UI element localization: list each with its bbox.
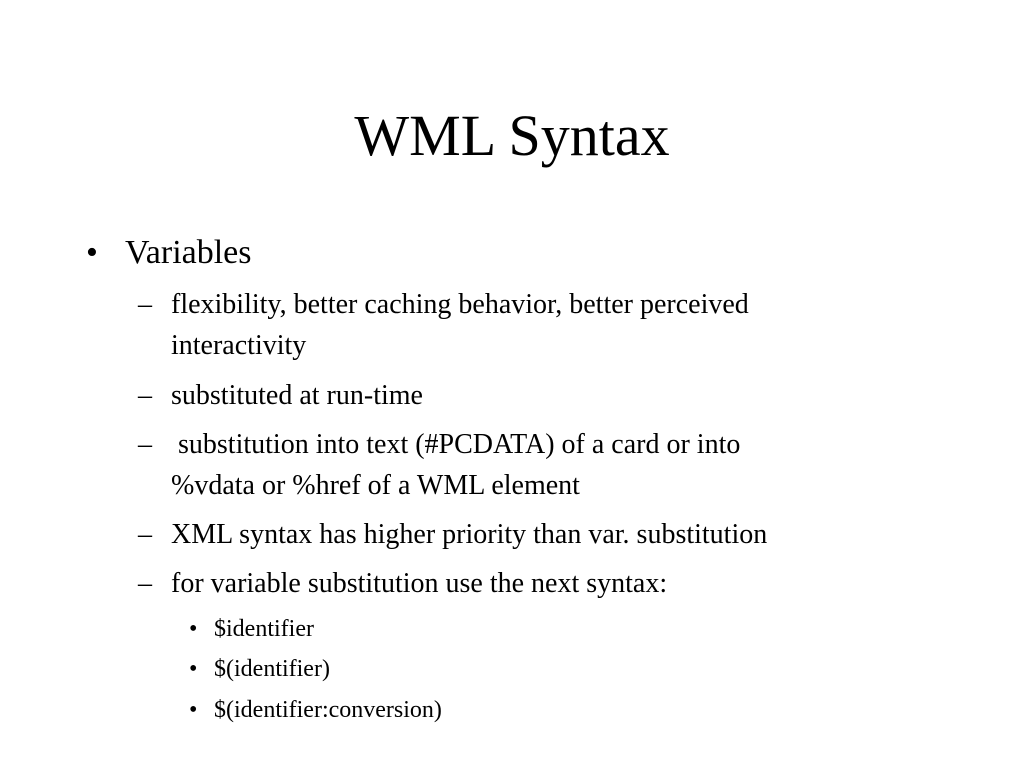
sub-bullet-text: %vdata or %href of a WML element <box>171 470 580 501</box>
bullet-text: Variables <box>125 234 252 271</box>
sub-bullet-text: XML syntax has higher priority than var. substitution <box>171 519 768 550</box>
small-bullet-dot-icon: • <box>189 697 198 723</box>
small-bullet-dot-icon: • <box>189 616 198 642</box>
dash-bullet-icon: – <box>138 568 152 599</box>
sub-bullet-text: substitution into text (#PCDATA) of a card or into <box>171 429 741 460</box>
small-bullet-dot-icon: • <box>189 656 198 682</box>
sub-sub-bullet-text: $(identifier) <box>214 656 330 682</box>
slide-title: WML Syntax <box>354 103 670 168</box>
dash-bullet-icon: – <box>138 289 152 320</box>
dash-bullet-icon: – <box>138 519 152 550</box>
sub-bullet-text: substituted at run-time <box>171 380 423 411</box>
sub-bullet-text: for variable substitution use the next syntax: <box>171 568 668 599</box>
sub-bullet-text: flexibility, better caching behavior, better perceived <box>171 289 749 320</box>
sub-sub-bullet-text: $(identifier:conversion) <box>214 697 442 723</box>
bullet-dot-icon: • <box>86 234 98 271</box>
sub-bullet-text: interactivity <box>171 330 307 361</box>
dash-bullet-icon: – <box>138 380 152 411</box>
dash-bullet-icon: – <box>138 429 152 460</box>
sub-sub-bullet-text: $identifier <box>214 616 314 642</box>
